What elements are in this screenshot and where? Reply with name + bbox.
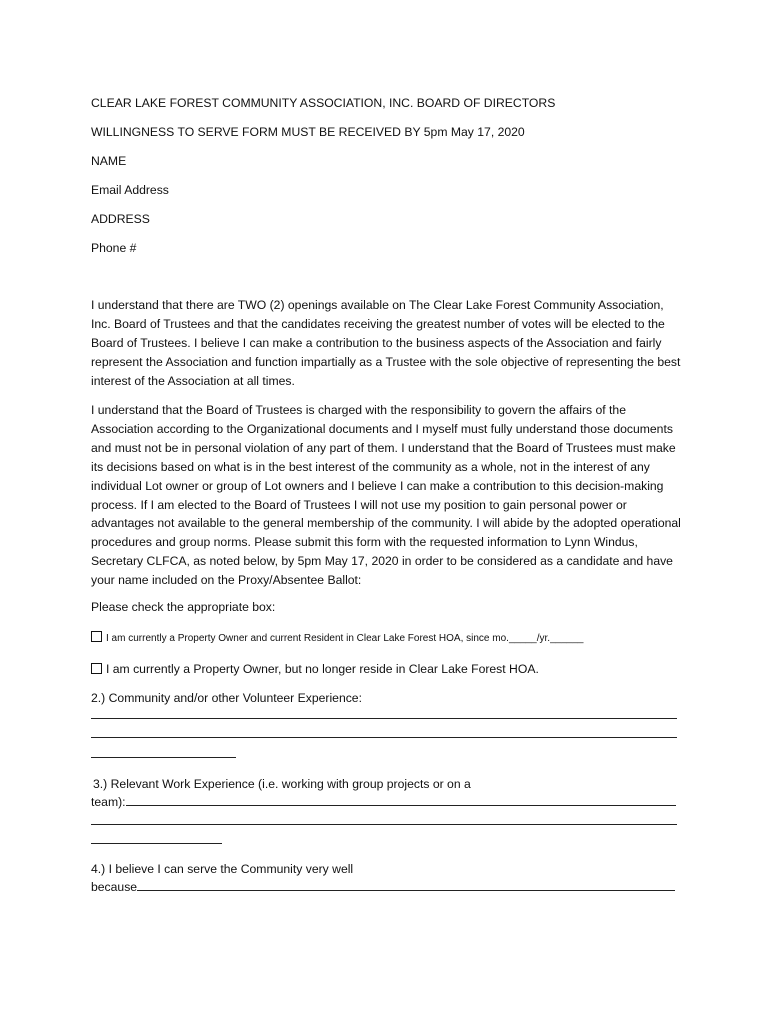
openings-statement: I understand that there are TWO (2) openings available on The Clear Lake Forest Community Association, Inc. Board of Trustees and that the candidates receiving the greatest number of votes will be elected to the Board of Trustees. I believe I can make a contribution to the business aspects of the Association and fairly represent the Association and function impartially as a Trustee with the sole objective of representing the best interest of the Association at all times. xyxy=(91,298,681,388)
volunteer-answer-line[interactable] xyxy=(91,705,677,719)
answer-rule xyxy=(91,757,236,758)
responsibility-statement: I understand that the Board of Trustees is charged with the responsibility to govern the affairs of the Association according to the Organizational documents and I myself must fully understand those documents and must not be in personal violation of any part of them. I understand that the Board of Trustees must make its decisions based on what is in the best interest of the community as a whole, not in the interest of any individual Lot owner or group of Lot owners and I believe I can make a contribution to this decision-making process. If I am elected to the Board of Trustees I will not use my position to gain personal power or advantages not available to the general membership of the community. I will abide by the adopted operational procedures and group norms. Please submit this form with the requested information to Lynn Windus, Secretary CLFCA, as noted below, by 5pm May 17, 2020 in order to be considered as a candidate and have your name included on the Proxy/Absentee Ballot: xyxy=(91,403,681,588)
check-prompt: Please check the appropriate box: xyxy=(91,600,276,614)
volunteer-answer-line[interactable] xyxy=(91,724,677,738)
name-field-label[interactable]: NAME xyxy=(91,154,127,168)
work-answer-line[interactable] xyxy=(91,830,677,844)
work-experience-cont-label: team): xyxy=(91,795,126,809)
answer-rule xyxy=(91,824,677,825)
owner-nonresident-option[interactable] xyxy=(91,661,539,677)
owner-resident-checkbox[interactable] xyxy=(91,631,102,642)
owner-nonresident-checkbox[interactable] xyxy=(91,663,102,674)
owner-resident-label: I am currently a Property Owner and current Resident in Clear Lake Forest HOA, since mo._____/yr.______ xyxy=(106,633,584,644)
answer-rule xyxy=(91,843,222,844)
phone-field-label[interactable]: Phone # xyxy=(91,241,137,255)
form-title: CLEAR LAKE FOREST COMMUNITY ASSOCIATION, INC. BOARD OF DIRECTORS xyxy=(91,96,556,110)
serve-community-question-cont[interactable] xyxy=(91,879,675,895)
answer-rule xyxy=(91,718,677,719)
work-answer-line[interactable] xyxy=(126,794,676,806)
serve-community-question: 4.) I believe I can serve the Community very well xyxy=(91,862,354,876)
work-experience-question-cont[interactable] xyxy=(91,794,676,810)
volunteer-experience-question: 2.) Community and/or other Volunteer Experience: xyxy=(91,691,362,705)
owner-resident-option[interactable] xyxy=(91,629,583,647)
owner-nonresident-label: I am currently a Property Owner, but no longer reside in Clear Lake Forest HOA. xyxy=(106,662,539,676)
address-field-label[interactable]: ADDRESS xyxy=(91,212,150,226)
serve-community-cont-label: because xyxy=(91,880,138,894)
form-deadline: WILLINGNESS TO SERVE FORM MUST BE RECEIVED BY 5pm May 17, 2020 xyxy=(91,125,525,139)
email-field-label[interactable]: Email Address xyxy=(91,183,169,197)
answer-rule xyxy=(91,737,677,738)
work-experience-question: 3.) Relevant Work Experience (i.e. working with group projects or on a xyxy=(93,777,471,791)
volunteer-answer-line[interactable] xyxy=(91,744,677,758)
serve-answer-line[interactable] xyxy=(137,879,675,891)
work-answer-line[interactable] xyxy=(91,811,677,825)
